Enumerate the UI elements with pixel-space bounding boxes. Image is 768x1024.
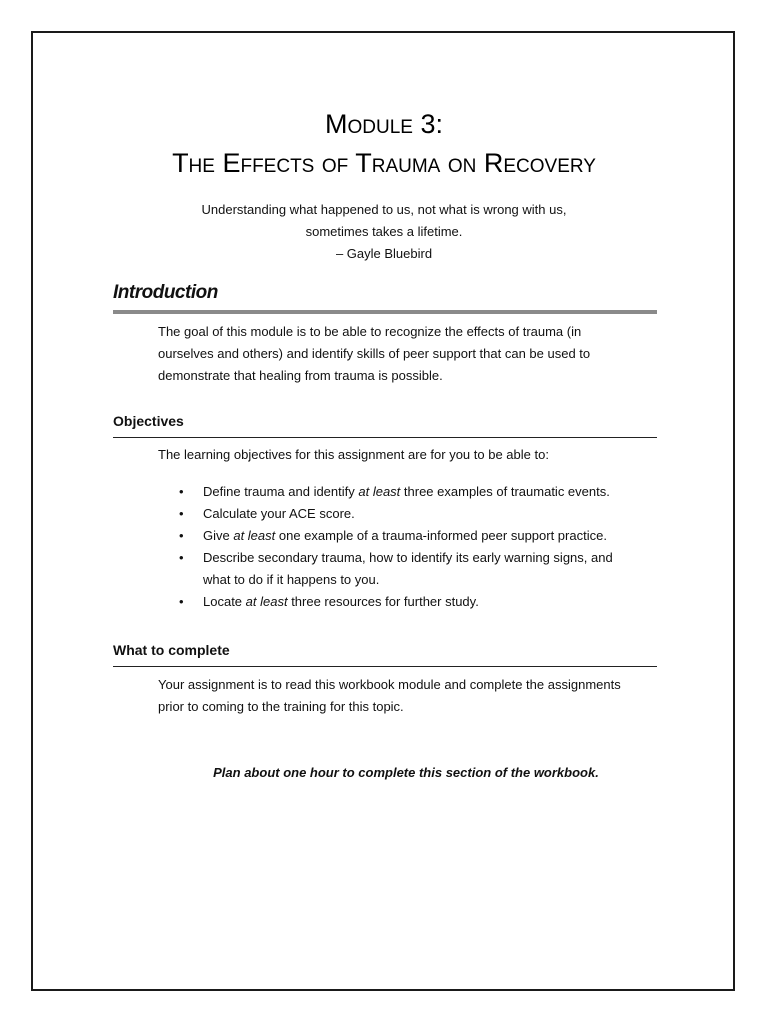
objectives-lead: The learning objectives for this assignment are for you to be able to:: [158, 447, 549, 462]
bullet-icon: •: [179, 550, 184, 565]
bullet-icon: •: [179, 594, 184, 609]
quote-attribution: – Gayle Bluebird: [335, 246, 433, 261]
introduction-text: [158, 321, 658, 387]
text-line: demonstrate that healing from trauma is possible.: [158, 368, 443, 383]
list-item: • Calculate your ACE score.: [179, 503, 659, 525]
bullet-icon: •: [179, 506, 184, 521]
time-note: Plan about one hour to complete this section of the workbook.: [213, 765, 599, 780]
list-item: • Locate at least three resources for further study.: [179, 591, 659, 613]
module-subtitle: The Effects of Trauma on Recovery: [172, 148, 596, 178]
objectives-list: [179, 481, 659, 613]
text-line: The goal of this module is to be able to recognize the effects of trauma (in: [158, 324, 582, 339]
text-line: Your assignment is to read this workbook module and complete the assignments: [158, 677, 621, 692]
text-line: ourselves and others) and identify skills of peer support that can be used to: [158, 346, 591, 361]
what-to-complete-heading: What to complete: [113, 642, 230, 658]
introduction-heading: Introduction: [113, 282, 218, 303]
quote-line: Understanding what happened to us, not what is wrong with us,: [201, 202, 567, 217]
quote-line: sometimes takes a lifetime.: [305, 224, 463, 239]
objectives-rule: [113, 437, 657, 438]
list-item: • Describe secondary trauma, how to identify its early warning signs, and what to do if it happens to you.: [179, 547, 659, 591]
what-to-complete-text: [158, 674, 658, 718]
objectives-heading: Objectives: [113, 413, 184, 429]
list-item: • Give at least one example of a trauma-informed peer support practice.: [179, 525, 659, 547]
introduction-rule: [113, 310, 657, 314]
list-item: • Define trauma and identify at least three examples of traumatic events.: [179, 481, 659, 503]
bullet-icon: •: [179, 484, 184, 499]
bullet-icon: •: [179, 528, 184, 543]
module-title: Module 3:: [325, 109, 443, 139]
text-line: prior to coming to the training for this topic.: [158, 699, 404, 714]
what-to-complete-rule: [113, 666, 657, 667]
